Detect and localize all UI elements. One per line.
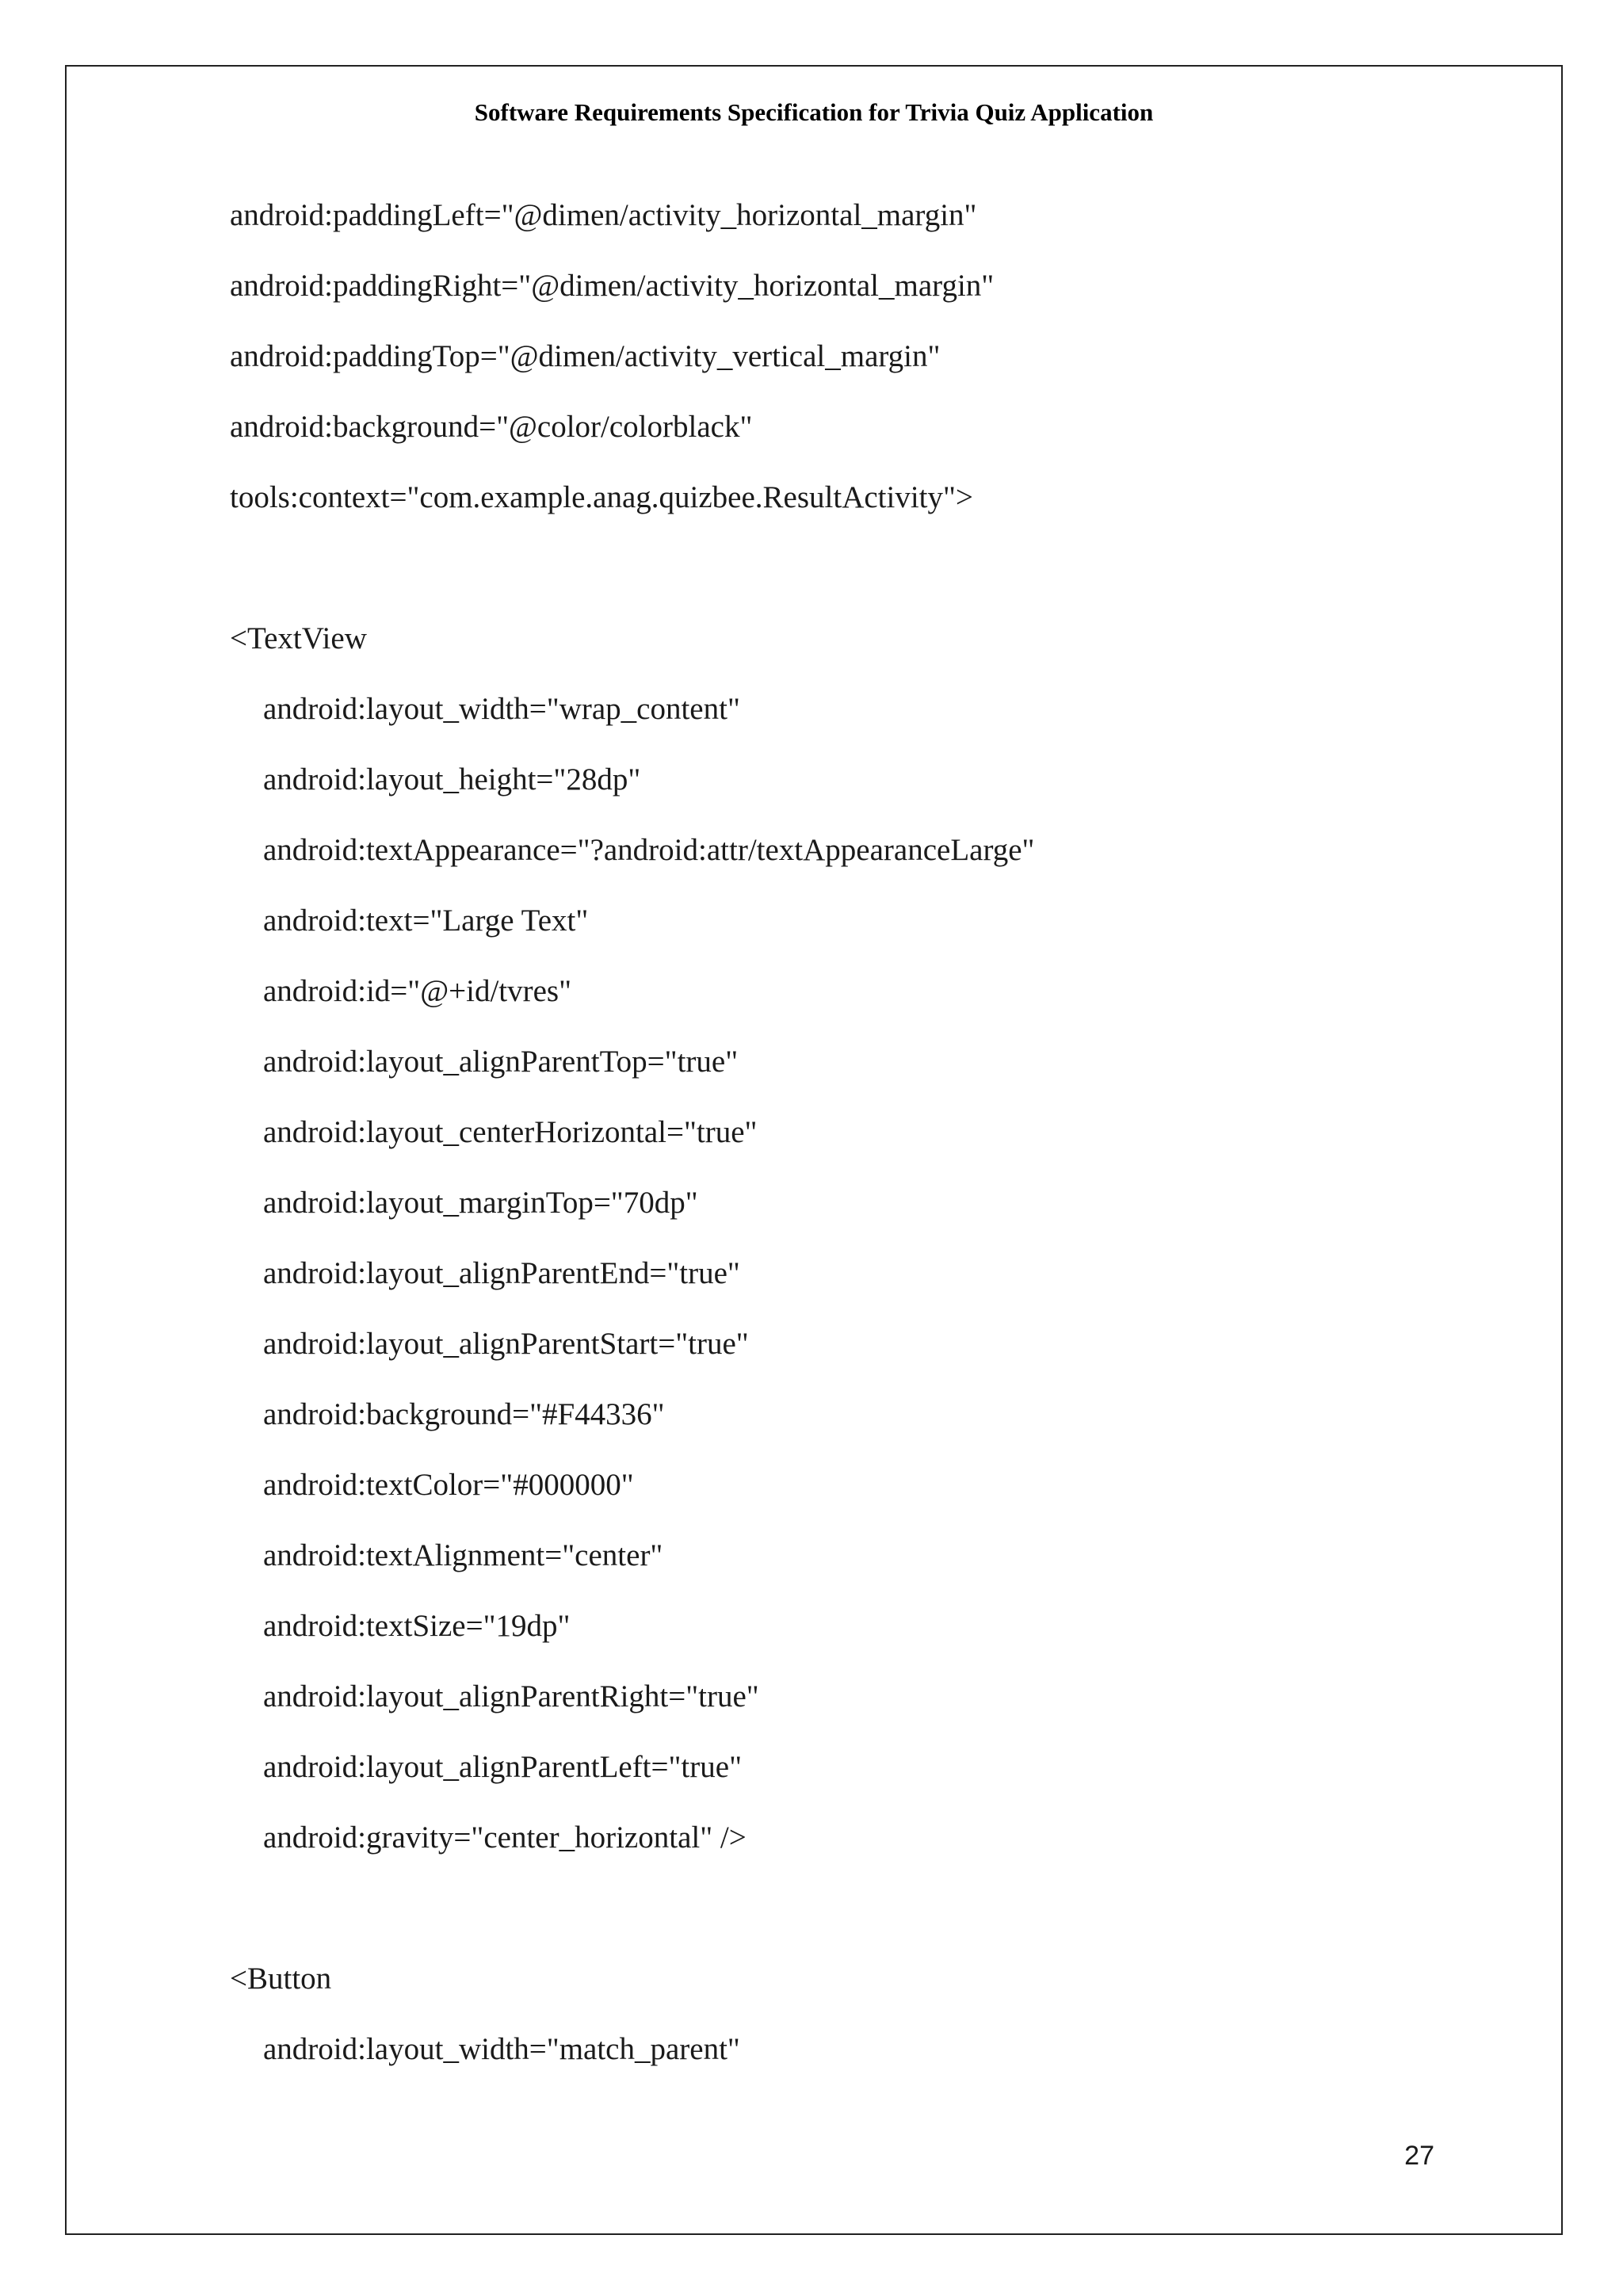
code-line: android:text="Large Text" <box>263 904 589 938</box>
code-line: android:background="#F44336" <box>263 1397 665 1431</box>
code-line: android:layout_alignParentLeft="true" <box>263 1750 742 1784</box>
document-header: Software Requirements Specification for Trivia Quiz Application <box>474 98 1154 126</box>
code-line: android:layout_marginTop="70dp" <box>263 1186 698 1220</box>
code-line: android:paddingTop="@dimen/activity_vertical_margin" <box>230 339 941 373</box>
page-number: 27 <box>1404 2141 1434 2171</box>
code-line: android:layout_centerHorizontal="true" <box>263 1115 758 1149</box>
code-line: android:layout_width="wrap_content" <box>263 692 740 726</box>
code-line-button-open: <Button <box>230 1962 332 1996</box>
code-line: android:layout_alignParentTop="true" <box>263 1045 739 1079</box>
code-line: android:layout_alignParentRight="true" <box>263 1679 759 1713</box>
code-line: android:textAlignment="center" <box>263 1538 663 1572</box>
code-line: android:textSize="19dp" <box>263 1609 571 1643</box>
code-line: tools:context="com.example.anag.quizbee.ResultActivity"> <box>230 480 973 514</box>
code-line: android:background="@color/colorblack" <box>230 410 753 444</box>
code-line: android:paddingLeft="@dimen/activity_horizontal_margin" <box>230 198 977 232</box>
code-line: android:layout_alignParentEnd="true" <box>263 1256 740 1290</box>
code-line: android:paddingRight="@dimen/activity_horizontal_margin" <box>230 269 995 303</box>
code-line: android:id="@+id/tvres" <box>263 974 572 1008</box>
code-line: android:textColor="#000000" <box>263 1468 634 1502</box>
code-line: android:gravity="center_horizontal" /> <box>263 1820 747 1855</box>
code-line: android:layout_height="28dp" <box>263 762 641 797</box>
code-line: android:layout_alignParentStart="true" <box>263 1327 749 1361</box>
code-line-textview-open: <TextView <box>230 621 367 655</box>
code-line: android:layout_width="match_parent" <box>263 2032 740 2066</box>
code-line: android:textAppearance="?android:attr/textAppearanceLarge" <box>263 833 1035 867</box>
